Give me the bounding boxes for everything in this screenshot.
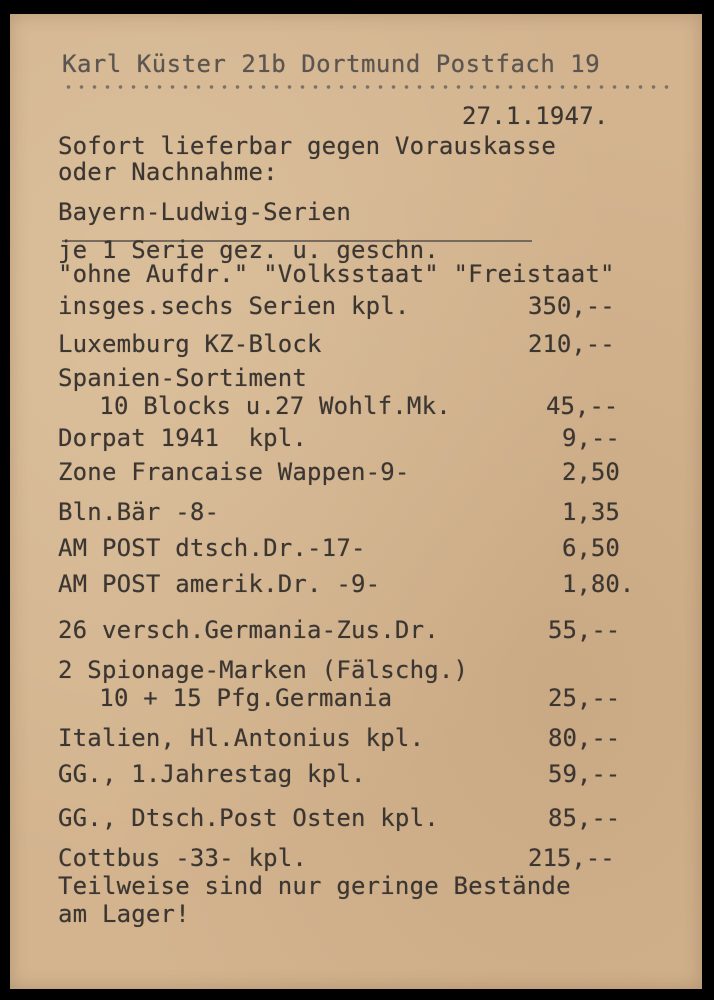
item-row-text: GG., Dtsch.Post Osten kpl.: [58, 804, 439, 832]
item-row-price: 55,--: [548, 616, 621, 644]
footer-line-2: am Lager!: [58, 900, 190, 928]
intro-line-2: oder Nachnahme:: [58, 158, 278, 186]
item-row-text: Dorpat 1941 kpl.: [58, 424, 308, 452]
item-row-price: 6,50: [562, 534, 620, 562]
item-row-price: 1,80.: [562, 570, 635, 598]
item-row-text: 26 versch.Germania-Zus.Dr.: [58, 616, 439, 644]
item-row-text: Spanien-Sortiment: [58, 364, 308, 392]
item-row-text: AM POST dtsch.Dr.-17-: [58, 534, 366, 562]
item-row-price: 1,35: [562, 498, 620, 526]
item-row-price: 45,--: [546, 392, 619, 420]
item-row-price: 80,--: [548, 724, 621, 752]
item-row-price: 2,50: [562, 458, 620, 486]
section-title: Bayern-Ludwig-Serien: [58, 198, 351, 226]
item-row-text: GG., 1.Jahrestag kpl.: [58, 760, 366, 788]
item-row-price: 85,--: [548, 804, 621, 832]
item-row-text: Cottbus -33- kpl.: [58, 844, 308, 872]
price-list-card: [10, 14, 702, 989]
dotted-divider: [62, 82, 676, 94]
item-row-text: Luxemburg KZ-Block: [58, 330, 322, 358]
item-row-price: 25,--: [548, 684, 621, 712]
item-row-text: Italien, Hl.Antonius kpl.: [58, 724, 425, 752]
item-row-price: 215,--: [528, 844, 615, 872]
item-row-text: Zone Francaise Wappen-9-: [58, 458, 410, 486]
letter-date: 27.1.1947.: [462, 102, 609, 130]
item-row-text: 10 + 15 Pfg.Germania: [70, 684, 393, 712]
footer-line-1: Teilweise sind nur geringe Bestände: [58, 872, 571, 900]
item-row-price: 59,--: [548, 760, 621, 788]
item-row-price: 210,--: [528, 330, 615, 358]
sender-address: Karl Küster 21b Dortmund Postfach 19: [62, 50, 601, 78]
item-row-price: 350,--: [528, 292, 615, 320]
item-row-text: Bln.Bär -8-: [58, 498, 220, 526]
item-row-price: 9,--: [562, 424, 620, 452]
item-row-text: 2 Spionage-Marken (Fälschg.): [58, 656, 469, 684]
series-line-2: "ohne Aufdr." "Volksstaat" "Freistaat": [58, 260, 615, 288]
item-row-text: AM POST amerik.Dr. -9-: [58, 570, 381, 598]
series-line-1: je 1 Serie gez. u. geschn.: [58, 236, 439, 264]
item-row-text: insges.sechs Serien kpl.: [58, 292, 410, 320]
intro-line-1: Sofort lieferbar gegen Vorauskasse: [58, 132, 557, 160]
item-row-text: 10 Blocks u.27 Wohlf.Mk.: [70, 392, 451, 420]
